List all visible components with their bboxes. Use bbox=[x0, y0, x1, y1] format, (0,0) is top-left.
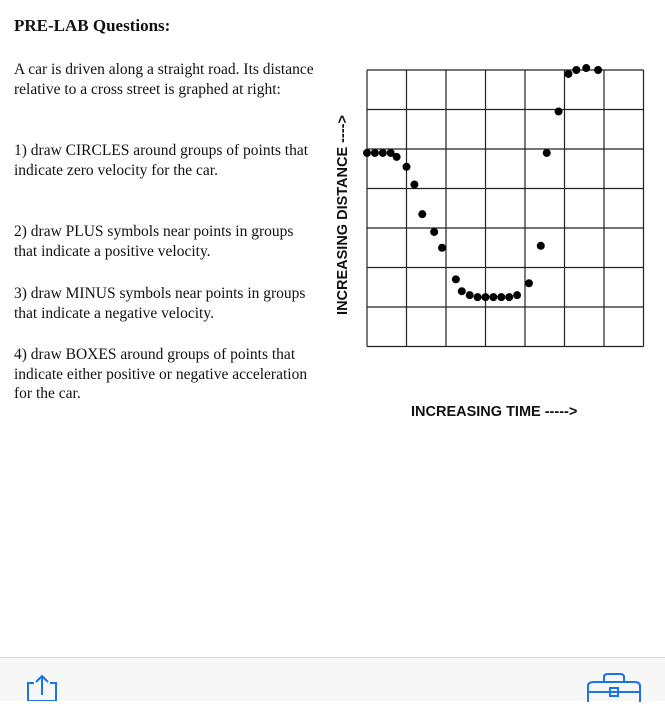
data-point bbox=[452, 275, 460, 283]
data-point bbox=[418, 210, 426, 218]
data-point bbox=[430, 228, 438, 236]
x-axis-label: INCREASING TIME -----> bbox=[411, 404, 578, 420]
data-point bbox=[438, 244, 446, 252]
data-point bbox=[505, 293, 513, 301]
data-point bbox=[543, 149, 551, 157]
data-point bbox=[371, 149, 379, 157]
data-point bbox=[410, 181, 418, 189]
data-point bbox=[458, 287, 466, 295]
data-point bbox=[379, 149, 387, 157]
heading: PRE-LAB Questions: bbox=[14, 16, 171, 35]
data-point bbox=[572, 66, 580, 74]
data-point bbox=[537, 242, 545, 250]
data-point bbox=[393, 153, 401, 161]
data-point bbox=[525, 279, 533, 287]
bottom-toolbar bbox=[0, 657, 665, 701]
y-axis-label: INCREASING DISTANCE ----> bbox=[335, 115, 351, 315]
data-point bbox=[582, 64, 590, 72]
data-point bbox=[497, 293, 505, 301]
question-3: 3) draw MINUS symbols near points in groups that indicate a negative velocity. bbox=[14, 285, 306, 322]
graph-grid bbox=[367, 70, 644, 347]
question-2: 2) draw PLUS symbols near points in groups that indicate a positive velocity. bbox=[14, 223, 294, 260]
data-point bbox=[489, 293, 497, 301]
data-point bbox=[466, 291, 474, 299]
question-1: 1) draw CIRCLES around groups of points that indicate zero velocity for the car. bbox=[14, 142, 309, 179]
data-point bbox=[555, 107, 563, 115]
question-4: 4) draw BOXES around groups of points that indicate either positive or negative acceleration for the car. bbox=[14, 346, 308, 402]
data-point bbox=[513, 291, 521, 299]
share-icon[interactable] bbox=[24, 675, 60, 706]
toolbox-icon[interactable] bbox=[586, 672, 642, 707]
intro-text: A car is driven along a straight road. Its distance relative to a cross street is graphed at right: bbox=[14, 61, 314, 98]
graph-points bbox=[363, 64, 602, 301]
data-point bbox=[363, 149, 371, 157]
data-point bbox=[594, 66, 602, 74]
data-point bbox=[564, 70, 572, 78]
data-point bbox=[474, 293, 482, 301]
data-point bbox=[403, 163, 411, 171]
data-point bbox=[482, 293, 490, 301]
